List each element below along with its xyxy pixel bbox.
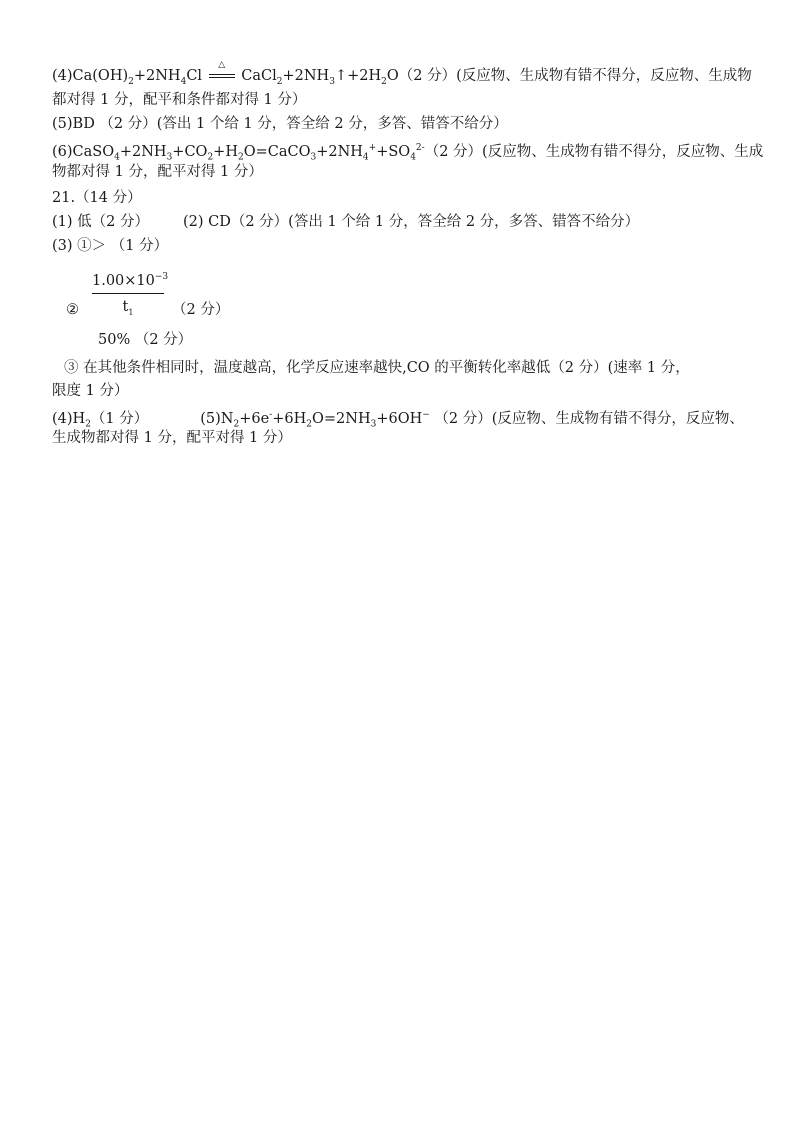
rate-fraction xyxy=(92,268,169,322)
q21-1-2-line xyxy=(52,212,639,232)
q20-6-text: +2NH xyxy=(119,143,167,160)
fraction-denominator xyxy=(92,294,164,322)
q20-6-text: +H xyxy=(213,143,238,160)
subscript: 3 xyxy=(310,152,317,163)
q21-5-line2: 生成物都对得 1 分，配平对得 1 分） xyxy=(52,430,292,446)
q20-6-line2: 物都对得 1 分，配平对得 1 分） xyxy=(52,164,263,180)
q20-4-text: O（2 分）(反应物、生成物有错不得分，反应物、生成物 xyxy=(386,68,752,84)
fraction-numerator xyxy=(92,268,169,294)
subscript: 2 xyxy=(85,419,91,430)
q21-5-text: （2 分）(反应物、生成物有错不得分，反应物、 xyxy=(429,410,744,427)
superscript: − xyxy=(422,410,430,420)
q20-4-text: CaCl xyxy=(241,68,277,84)
q21-5-text: +6OH xyxy=(376,410,423,427)
subscript: 4 xyxy=(114,152,120,163)
superscript: + xyxy=(368,143,377,153)
q20-4-text: (4)Ca(OH) xyxy=(52,68,129,84)
superscript: 2- xyxy=(415,143,425,153)
subscript: 3 xyxy=(329,76,335,87)
subscript: 2 xyxy=(381,76,387,87)
numerator-text: 1.00×10 xyxy=(92,272,155,289)
subscript: 2 xyxy=(237,152,244,163)
q21-3-percent: 50% （2 分） xyxy=(98,332,193,348)
subscript: 4 xyxy=(410,152,416,163)
q20-4-text: +2NH xyxy=(133,68,181,84)
subscript: 2 xyxy=(207,152,214,163)
subscript: 2 xyxy=(306,419,313,430)
q21-3-3-line1: ③ 在其他条件相同时，温度越高，化学反应速率越快,CO 的平衡转化率越低（2 分）(速率 1 分， xyxy=(64,360,690,376)
q20-4-text: Cl xyxy=(186,68,203,84)
superscript: - xyxy=(269,410,273,420)
q21-3-1-line: (3) ①＞ （1 分） xyxy=(52,238,169,254)
denominator-text: t xyxy=(122,298,129,315)
q21-1-answer: (1) 低（2 分） xyxy=(52,214,149,230)
q21-3-2-score: （2 分） xyxy=(172,302,230,318)
subscript: 2 xyxy=(233,419,240,430)
subscript: 2 xyxy=(276,76,283,87)
q20-4-line1 xyxy=(52,60,752,92)
q20-5-line: (5)BD （2 分）(答出 1 个给 1 分，答全给 2 分，多答、错答不给分） xyxy=(52,116,508,132)
q21-3-3-line2: 限度 1 分） xyxy=(52,383,129,399)
q21-header: 21.（14 分） xyxy=(52,190,142,206)
q21-3-2-label: ② xyxy=(66,302,79,318)
heat-triangle-icon: △ xyxy=(218,60,226,70)
q20-6-text: (6)CaSO xyxy=(52,143,115,160)
subscript: 3 xyxy=(166,152,173,163)
q21-5-text: +6H xyxy=(272,410,307,427)
subscript: 4 xyxy=(180,76,187,87)
subscript: 1 xyxy=(128,307,134,317)
q20-6-text: +CO xyxy=(172,143,208,160)
q20-6-text: （2 分）(反应物、生成物有错不得分，反应物、生成 xyxy=(424,143,764,160)
subscript: 2 xyxy=(128,76,134,87)
q20-6-text: +2NH xyxy=(316,143,363,160)
q21-5-text: (5)N xyxy=(200,410,234,427)
q20-6-text: O=CaCO xyxy=(243,143,311,160)
subscript: 4 xyxy=(362,152,369,163)
subscript: 3 xyxy=(370,419,377,430)
q20-4-text: +2NH xyxy=(282,68,330,84)
q21-5-text: +6e xyxy=(239,410,270,427)
exponent: −3 xyxy=(154,272,169,282)
q21-5-text: O=2NH xyxy=(312,410,371,427)
heating-condition-sign xyxy=(207,60,237,81)
q20-4-line2: 都对得 1 分，配平和条件都对得 1 分） xyxy=(52,92,307,108)
q21-4-text: （1 分） xyxy=(90,410,149,427)
q20-6-text: +SO xyxy=(376,143,411,160)
q20-4-text: ↑+2H xyxy=(334,68,382,84)
q21-2-answer: (2) CD（2 分）(答出 1 个给 1 分，答全给 2 分，多答、错答不给分） xyxy=(182,214,640,230)
q21-4-text: (4)H xyxy=(52,410,86,427)
